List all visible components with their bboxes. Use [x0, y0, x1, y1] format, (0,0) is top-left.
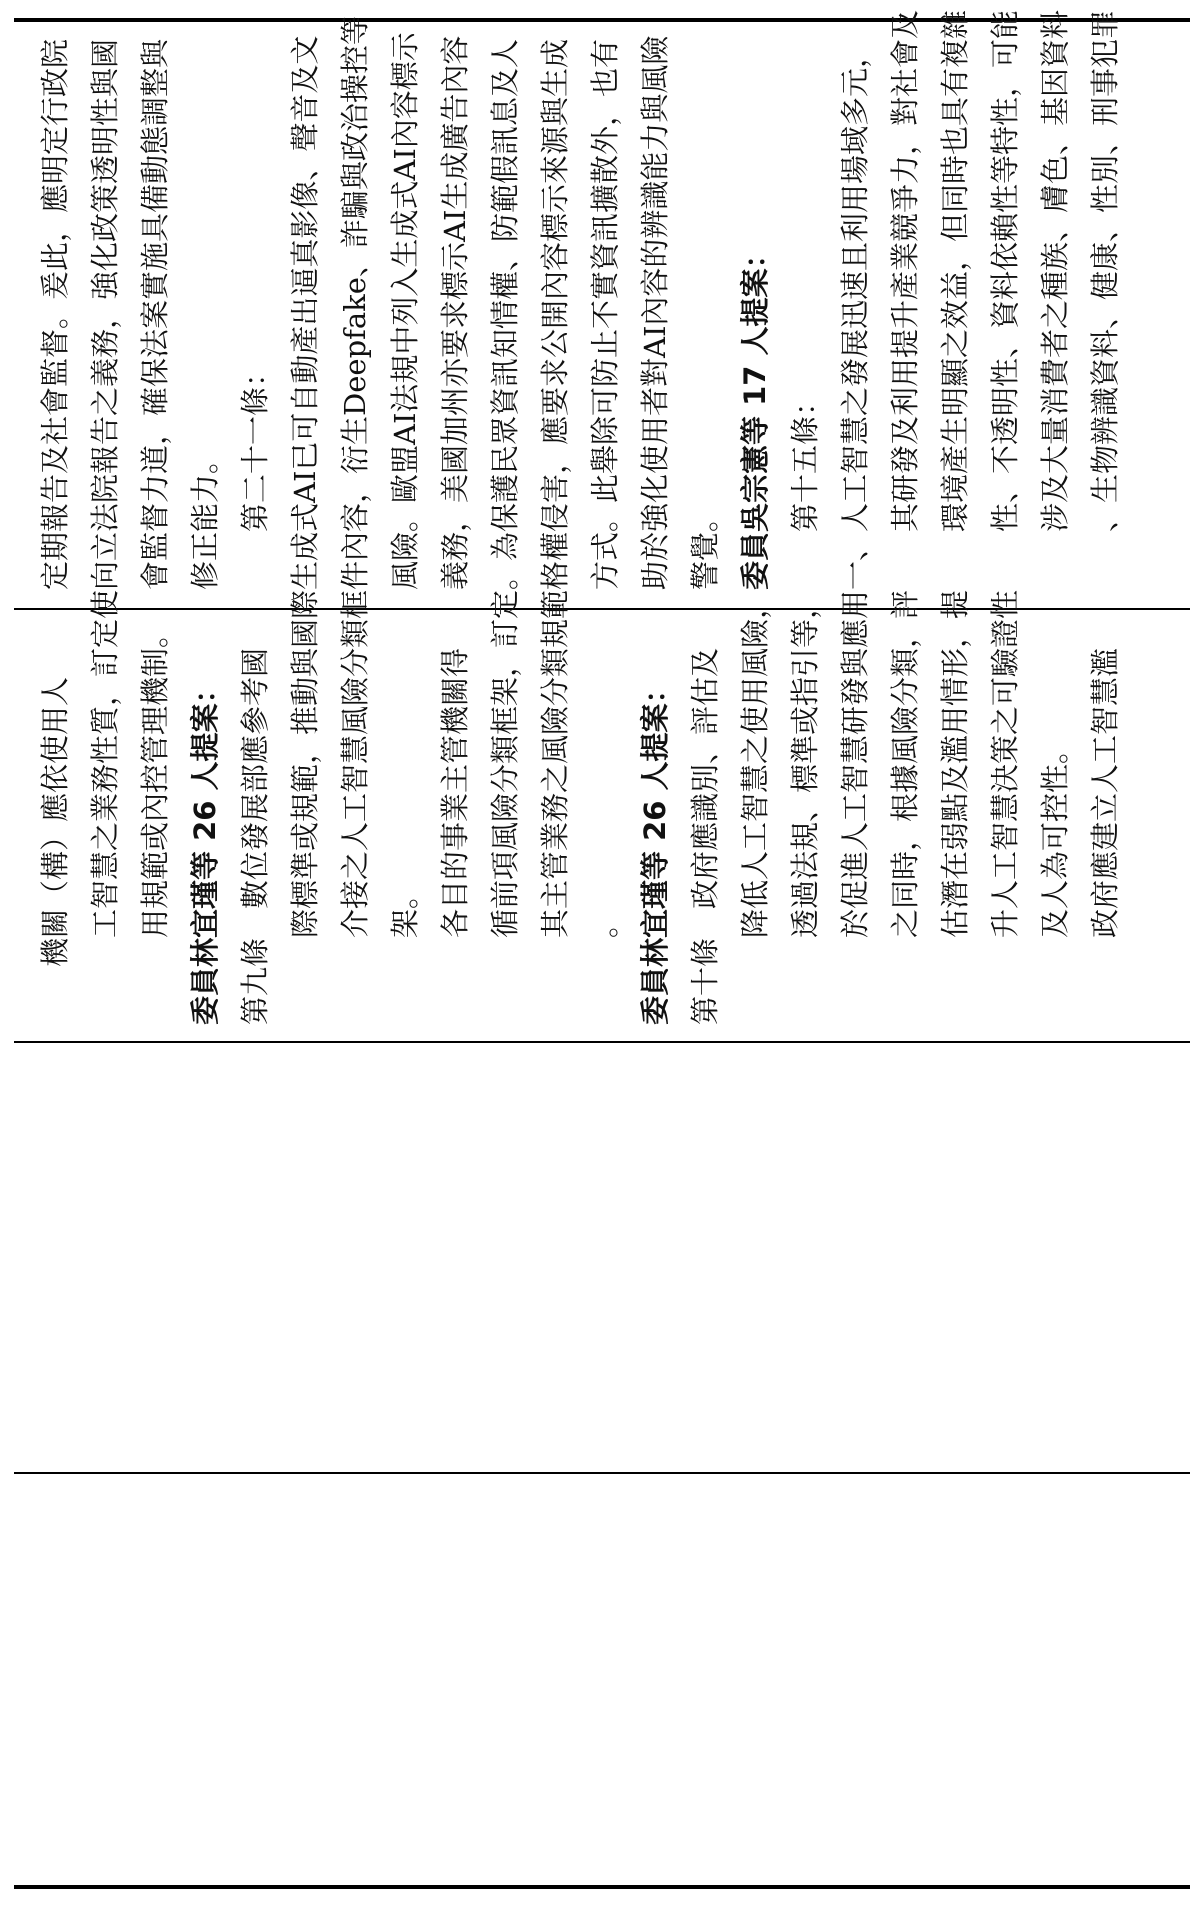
text-line: 、生物辨識資料、健康、性別、刑事犯罪 [1088, 9, 1122, 532]
article-heading: 第十五條： [788, 386, 822, 532]
text-line: 循前項風險分類框架，訂定 [488, 589, 522, 938]
proposal-heading: 委員吳宗憲等 17 人提案： [738, 239, 772, 590]
text-line: 之同時，根據風險分類，評 [888, 589, 922, 938]
text-line: 估潛在弱點及濫用情形，提 [938, 589, 972, 938]
text-line: 義務，美國加州亦要求標示AI生成廣告內容 [438, 35, 472, 590]
text-line: 升人工智慧決策之可驗證性 [988, 589, 1022, 938]
text-line: 各目的事業主管機關得 [438, 647, 472, 938]
text-line: 政府應建立人工智慧濫 [1088, 647, 1122, 938]
text-line: 件內容，衍生Deepfake、詐騙與政治操控等 [338, 16, 372, 590]
text-line: 。 [588, 908, 622, 938]
text-line: 。為保護民眾資訊知情權、防範假訊息及人 [488, 38, 522, 590]
text-line: 性、不透明性、資料依賴性等特性，可能 [988, 9, 1022, 532]
text-line: 機關（構）應依使用人 [38, 676, 72, 967]
text-line: 助於強化使用者對AI內容的辨識能力與風險 [638, 35, 672, 590]
text-line: 其研發及利用提升產業競爭力，對社會及 [888, 9, 922, 532]
text-line: 於促進人工智慧研發與應用 [838, 589, 872, 938]
text-line: 環境產生明顯之效益，但同時也具有複雜 [938, 9, 972, 532]
proposal-heading: 委員林宜瑾等 26 人提案： [638, 674, 672, 1025]
section-divider-3 [14, 1472, 1190, 1474]
text-line: 警覺。 [688, 502, 722, 590]
text-line: 架。 [388, 879, 422, 938]
text-line: 降低人工智慧之使用風險， [738, 589, 772, 938]
text-line: 修正能力。 [188, 444, 222, 590]
top-text-column [30, 10, 1130, 590]
text-line: 生成式AI已可自動產出逼真影像、聲音及文 [288, 35, 322, 590]
proposal-heading: 委員林宜瑾等 26 人提案： [188, 674, 222, 1025]
text-line: 用規範或內控管理機制。 [138, 618, 172, 938]
section-divider-2 [14, 1041, 1190, 1043]
text-line: 其主管業務之風險分類規範 [538, 589, 572, 938]
text-line: 工智慧之業務性質，訂定使 [88, 589, 122, 938]
text-line: 方式。此舉除可防止不實資訊擴散外，也有 [588, 38, 622, 590]
text-line: 風險。歐盟AI法規中列入生成式AI內容標示 [388, 32, 422, 590]
text-line: 向立法院報告之義務，強化政策透明性與國 [88, 38, 122, 590]
text-line: 及人為可控性。 [1038, 734, 1072, 938]
text-line: 介接之人工智慧風險分類框 [338, 589, 372, 938]
text-line: 定期報告及社會監督。爰此，應明定行政院 [38, 38, 72, 590]
middle-text-column [30, 590, 1130, 1025]
article-heading: 第二十一條： [238, 357, 272, 532]
text-line: 格權侵害，應要求公開內容標示來源與生成 [538, 38, 572, 590]
text-line: 第九條 數位發展部應參考國 [238, 647, 272, 1025]
text-line: 第十條 政府應識別、評估及 [688, 647, 722, 1025]
text-line: 一、人工智慧之發展迅速且利用場域多元， [838, 38, 872, 590]
text-line: 透過法規、標準或指引等， [788, 589, 822, 938]
bottom-border-rule [14, 1885, 1190, 1889]
text-line: 際標準或規範，推動與國際 [288, 589, 322, 938]
text-line: 涉及大量消費者之種族、膚色、基因資料 [1038, 9, 1072, 532]
text-line: 會監督力道，確保法案實施具備動態調整與 [138, 38, 172, 590]
